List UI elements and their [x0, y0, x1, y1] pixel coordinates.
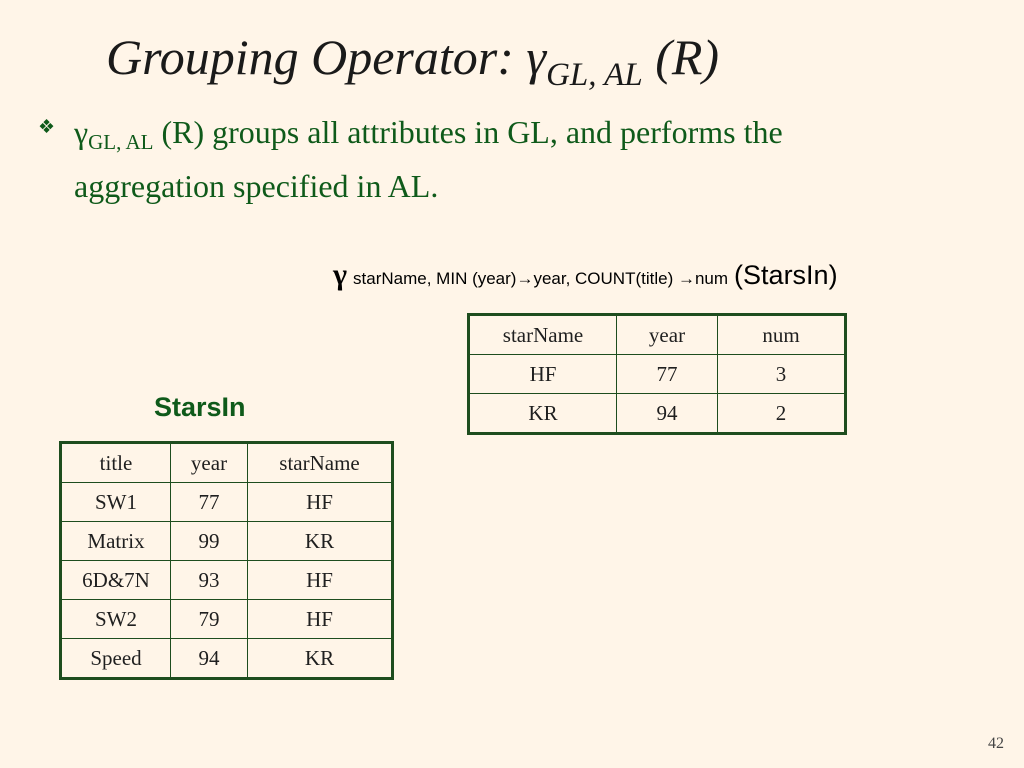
table-header-cell: year	[171, 443, 248, 483]
table-cell: 77	[617, 355, 718, 394]
table-header-row	[61, 443, 393, 483]
table-cell: 3	[718, 355, 846, 394]
table-header-cell: title	[61, 443, 171, 483]
table-cell: Speed	[61, 639, 171, 679]
title-subscript: GL, AL	[546, 57, 643, 93]
table-header-cell: num	[718, 315, 846, 355]
table-row	[61, 522, 393, 561]
slide-title	[106, 29, 720, 93]
table-cell: 94	[171, 639, 248, 679]
table-header-cell: year	[617, 315, 718, 355]
table-row	[469, 355, 846, 394]
diamond-bullet-icon: ❖	[38, 117, 56, 138]
table-cell: 79	[171, 600, 248, 639]
bullet-subscript: GL, AL	[88, 130, 154, 154]
page-number: 42	[988, 735, 1004, 752]
table-cell: HF	[469, 355, 617, 394]
table-cell: HF	[248, 483, 393, 522]
table-row	[61, 483, 393, 522]
table-cell: Matrix	[61, 522, 171, 561]
table-cell: SW1	[61, 483, 171, 522]
table-cell: HF	[248, 561, 393, 600]
expression-subscript: starName, MIN (year)→year, COUNT(title) →num	[353, 269, 729, 288]
table-cell: KR	[469, 394, 617, 434]
table-row	[61, 561, 393, 600]
table-cell: 6D&7N	[61, 561, 171, 600]
table-row	[469, 394, 846, 434]
table-cell: 99	[171, 522, 248, 561]
bullet-text	[74, 110, 834, 208]
starsin-table	[59, 441, 394, 680]
bullet-body: (R) groups all attributes in GL, and performs the aggregation specified in AL.	[74, 114, 783, 204]
table-cell: 94	[617, 394, 718, 434]
bullet-gamma: γ	[74, 114, 89, 150]
title-main: Grouping Operator: γ	[106, 29, 547, 85]
title-tail: (R)	[642, 29, 720, 85]
grouping-expression	[333, 258, 838, 292]
table-cell: 2	[718, 394, 846, 434]
table-row	[61, 600, 393, 639]
table-cell: SW2	[61, 600, 171, 639]
starsin-label: StarsIn	[154, 392, 246, 422]
table-header-row	[469, 315, 846, 355]
table-cell: 93	[171, 561, 248, 600]
table-cell: 77	[171, 483, 248, 522]
expression-gamma: γ	[333, 258, 348, 291]
expression-relation: (StarsIn)	[734, 260, 838, 290]
table-row	[61, 639, 393, 679]
result-table	[467, 313, 847, 435]
table-header-cell: starName	[248, 443, 393, 483]
table-header-cell: starName	[469, 315, 617, 355]
table-cell: HF	[248, 600, 393, 639]
table-cell: KR	[248, 522, 393, 561]
table-cell: KR	[248, 639, 393, 679]
